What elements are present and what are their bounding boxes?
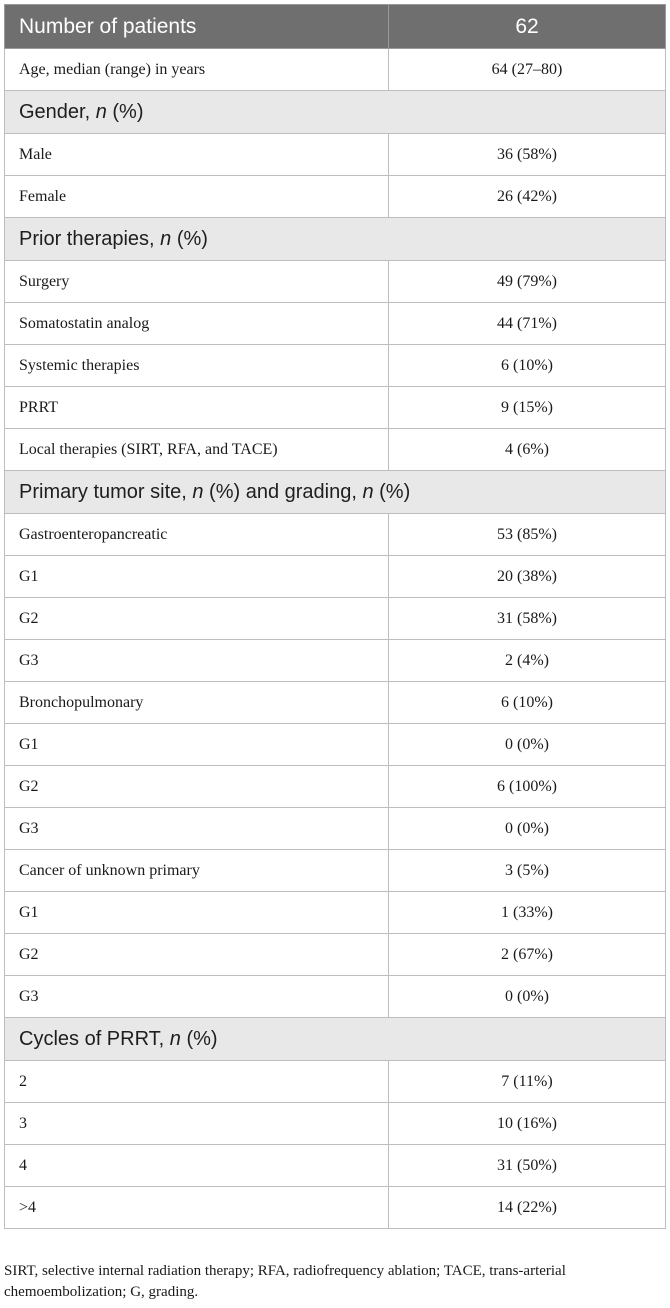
section-title: [5, 471, 666, 514]
table-row: [5, 134, 666, 176]
row-label: Somatostatin analog: [5, 303, 389, 345]
table-footnote: SIRT, selective internal radiation therapy; RFA, radiofrequency ablation; TACE, trans-arterial chemoembolization; G, grading.: [4, 1263, 566, 1300]
row-value: 10 (16%): [389, 1103, 666, 1145]
table-row: [5, 892, 666, 934]
row-label: G3: [5, 808, 389, 850]
row-value: 4 (6%): [389, 429, 666, 471]
section-header-row: [5, 218, 666, 261]
section-title-italic-n: n: [192, 480, 204, 503]
section-title-italic-n: n: [362, 480, 374, 503]
row-value: 0 (0%): [389, 724, 666, 766]
row-label: Bronchopulmonary: [5, 682, 389, 724]
row-label: Cancer of unknown primary: [5, 850, 389, 892]
table-row: [5, 1061, 666, 1103]
section-title-text: (%) and grading,: [203, 480, 363, 503]
row-value: 7 (11%): [389, 1061, 666, 1103]
row-label: G1: [5, 724, 389, 766]
section-header-row: [5, 471, 666, 514]
row-value: 0 (0%): [389, 808, 666, 850]
table-row: [5, 429, 666, 471]
row-value: 20 (38%): [389, 556, 666, 598]
table-row: [5, 766, 666, 808]
table-row: [5, 556, 666, 598]
section-title-text: Primary tumor site,: [19, 480, 193, 503]
row-value: 14 (22%): [389, 1187, 666, 1229]
row-label: Female: [5, 176, 389, 218]
row-value: 2 (67%): [389, 934, 666, 976]
row-label: G3: [5, 640, 389, 682]
table-row: [5, 724, 666, 766]
table-row: [5, 387, 666, 429]
section-title-italic-n: n: [169, 1027, 181, 1050]
patient-characteristics-table: [4, 4, 666, 1229]
row-value: 49 (79%): [389, 261, 666, 303]
row-value: 1 (33%): [389, 892, 666, 934]
table-row: [5, 850, 666, 892]
section-title-italic-n: n: [95, 100, 107, 123]
table-row: [5, 345, 666, 387]
row-label: Age, median (range) in years: [5, 49, 389, 91]
row-value: 0 (0%): [389, 976, 666, 1018]
table-row: [5, 934, 666, 976]
table-row: [5, 49, 666, 91]
row-value: 44 (71%): [389, 303, 666, 345]
section-title-italic-n: n: [160, 227, 172, 250]
table-row: [5, 1187, 666, 1229]
section-title: [5, 1018, 666, 1061]
table-row: [5, 976, 666, 1018]
row-label: G1: [5, 892, 389, 934]
row-label: Male: [5, 134, 389, 176]
table-row: [5, 303, 666, 345]
row-label: PRRT: [5, 387, 389, 429]
row-value: 36 (58%): [389, 134, 666, 176]
row-value: 31 (50%): [389, 1145, 666, 1187]
section-header-row: [5, 1018, 666, 1061]
table-row: [5, 514, 666, 556]
row-value: 6 (100%): [389, 766, 666, 808]
row-value: 31 (58%): [389, 598, 666, 640]
row-label: G3: [5, 976, 389, 1018]
row-label: >4: [5, 1187, 389, 1229]
table-row: [5, 261, 666, 303]
row-value: 3 (5%): [389, 850, 666, 892]
section-title-text: Prior therapies,: [19, 227, 161, 250]
row-value: 64 (27–80): [389, 49, 666, 91]
row-label: Gastroenteropancreatic: [5, 514, 389, 556]
section-title-text: (%): [180, 1027, 218, 1050]
table-row: [5, 640, 666, 682]
table-row: [5, 682, 666, 724]
row-value: 26 (42%): [389, 176, 666, 218]
row-label: Systemic therapies: [5, 345, 389, 387]
section-title: [5, 91, 666, 134]
row-label: 4: [5, 1145, 389, 1187]
row-label: G2: [5, 766, 389, 808]
row-value: 9 (15%): [389, 387, 666, 429]
row-value: 53 (85%): [389, 514, 666, 556]
section-header-row: [5, 91, 666, 134]
row-label: 3: [5, 1103, 389, 1145]
row-label: Local therapies (SIRT, RFA, and TACE): [5, 429, 389, 471]
section-title-text: (%): [171, 227, 208, 250]
section-title-text: Cycles of PRRT,: [19, 1027, 170, 1050]
row-label: G2: [5, 934, 389, 976]
section-title: [5, 218, 666, 261]
row-label: G1: [5, 556, 389, 598]
section-title-text: Gender,: [19, 100, 96, 123]
table-row: [5, 1103, 666, 1145]
header-label: Number of patients: [5, 5, 389, 49]
table-row: [5, 176, 666, 218]
row-label: Surgery: [5, 261, 389, 303]
row-label: G2: [5, 598, 389, 640]
row-value: 6 (10%): [389, 345, 666, 387]
header-value: 62: [389, 5, 666, 49]
table-row: [5, 1145, 666, 1187]
row-value: 2 (4%): [389, 640, 666, 682]
section-title-text: (%): [373, 480, 411, 503]
table-row: [5, 808, 666, 850]
table-header-row: [5, 5, 666, 49]
row-label: 2: [5, 1061, 389, 1103]
row-value: 6 (10%): [389, 682, 666, 724]
table-body: [5, 5, 666, 1229]
table-row: [5, 598, 666, 640]
section-title-text: (%): [106, 100, 144, 123]
